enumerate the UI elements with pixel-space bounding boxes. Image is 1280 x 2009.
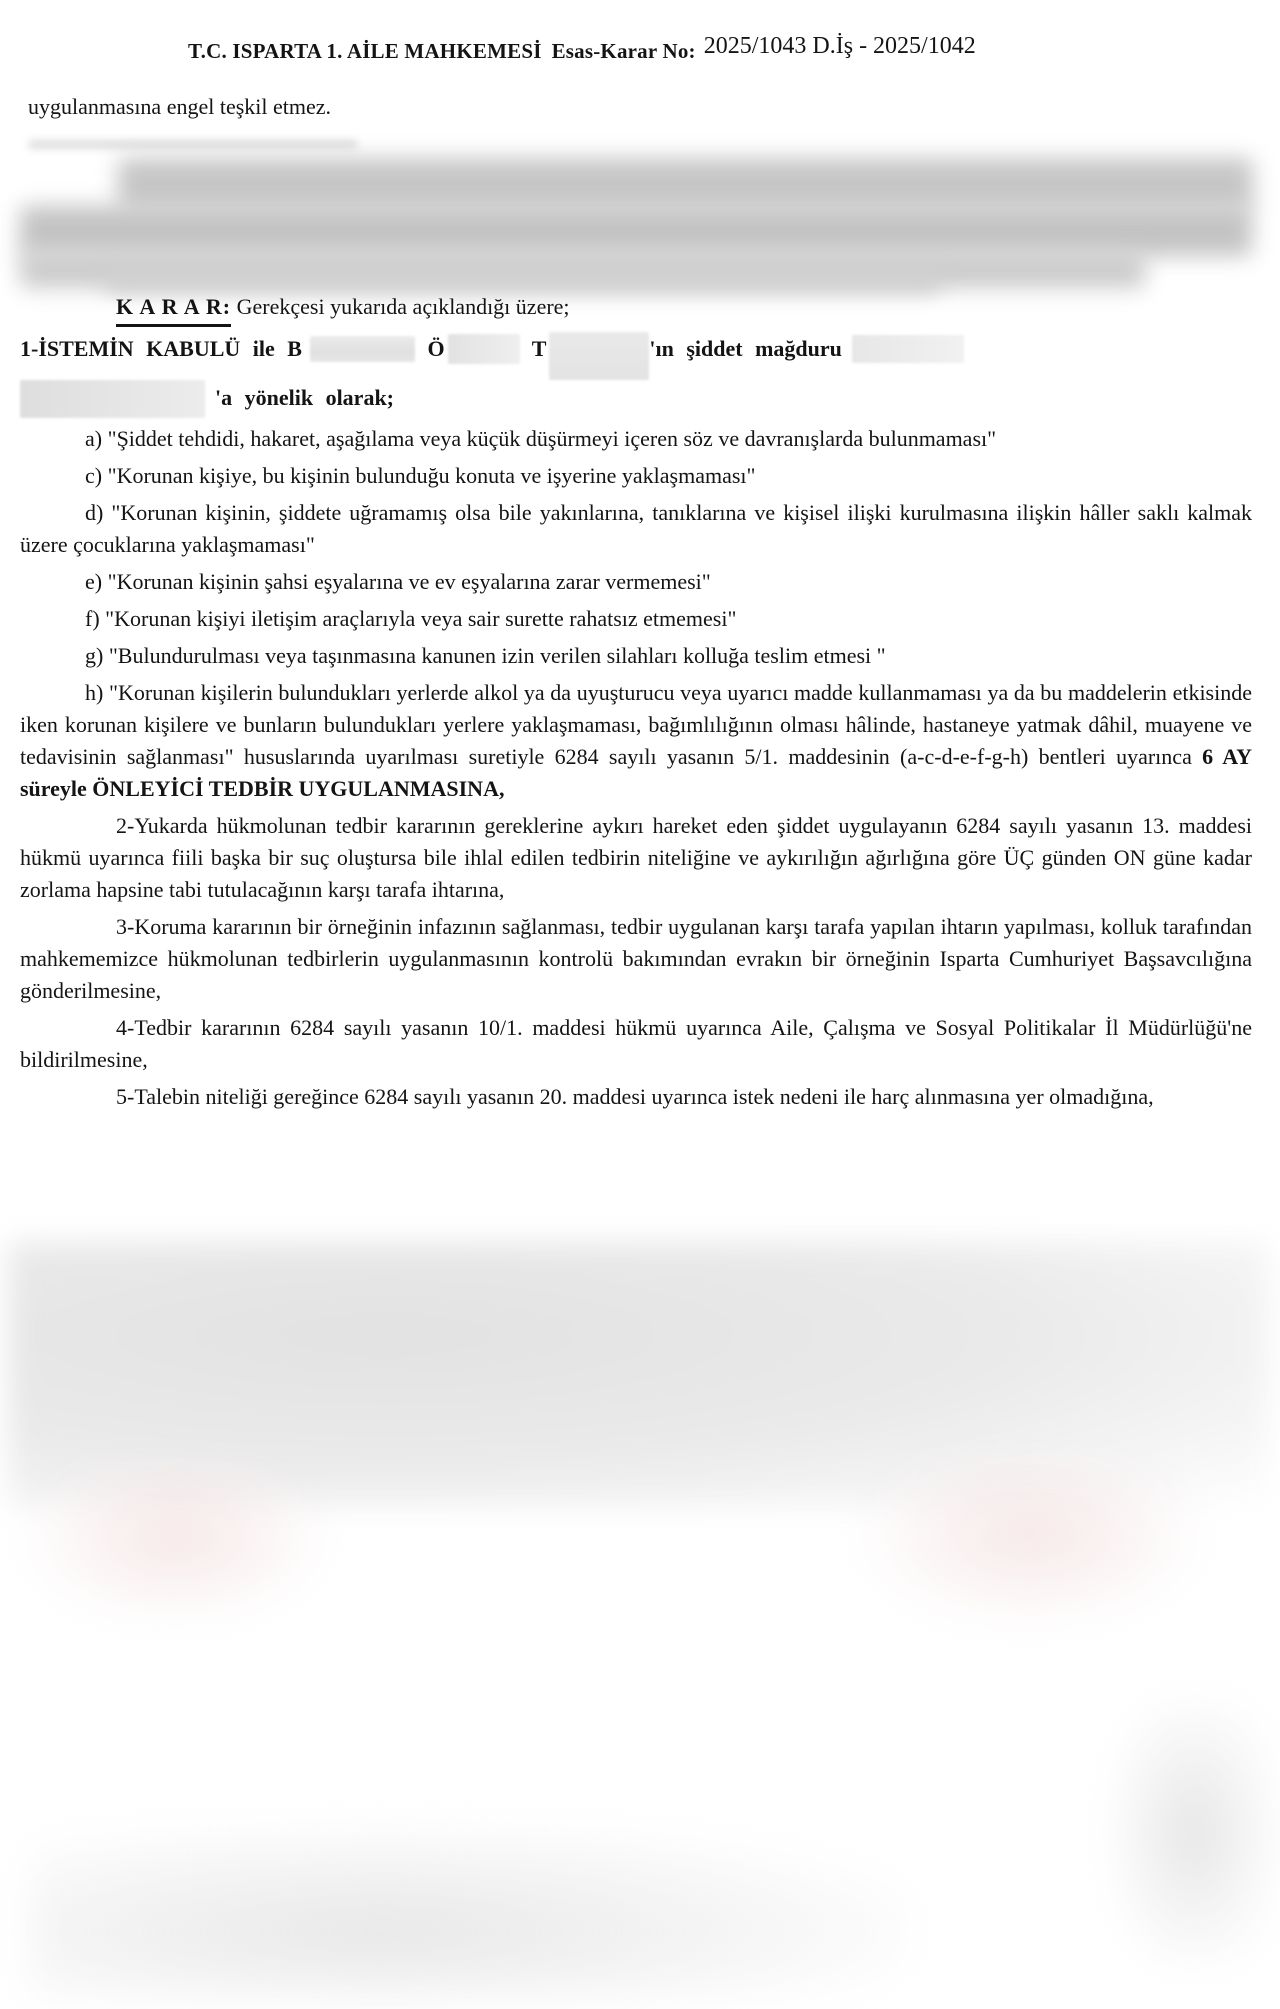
clause-c [20, 460, 1252, 492]
clause-h-ruling: 6 AY süreyle ÖNLEYİCİ TEDBİR UYGULANMASINA, [20, 744, 1252, 801]
decision-item-4 [20, 1012, 1252, 1076]
clause-h [20, 677, 1252, 805]
clause-letter: d) [85, 500, 104, 525]
decision-item-1 [20, 332, 1252, 418]
decision-body [20, 286, 1252, 1118]
redaction-box-victim [852, 335, 964, 363]
redaction-box-victim-2 [20, 380, 205, 418]
redacted-footer-block [30, 1828, 910, 1998]
clause-letter: a) [85, 426, 103, 451]
clause-text: "Korunan kişilerin bulundukları yerlerde alkol ya da uyuşturucu veya uyarıcı madde kullanmaması ya da bu maddelerin etkisinde iken korunan kişilere ve bunların bulundukları yerlere yaklaşmaması, bağımlılığının olması hâlinde, hastaneye yatmak dâhil, muayene ve tedavisinin sağlanması" hususlarında uyarılması suretiyle 6284 sayılı yasanın 5/1. maddesinin (a-c-d-e-f-g-h) bentleri uyarınca [20, 680, 1253, 769]
karar-label: K A R A R: [116, 291, 231, 327]
clause-e [20, 566, 1252, 598]
redacted-footer-column [1112, 1700, 1277, 1965]
redacted-paragraph [20, 251, 1145, 288]
item-text: 4-Tedbir kararının 6284 sayılı yasanın 10/1. maddesi hükmü uyarınca Aile, Çalışma ve Sosyal Politikalar İl Müdürlüğü'ne bildirilmesine, [20, 1015, 1252, 1072]
clause-f [20, 603, 1252, 635]
redaction-box-name3 [549, 332, 649, 380]
item-text: 3-Koruma kararının bir örneğinin infazının sağlanması, tedbir uygulanan karşı tarafa yapılan ihtarın yapılması, kolluk tarafından mahkememizce hükmolunan tedbirlerin uygulanmasının kontrolü bakımından evrakın bir örneğinin Isparta Cumhuriyet Başsavcılığına gönderilmesine, [20, 914, 1252, 1003]
item-text: 5-Talebin niteliği gereğince 6284 sayılı yasanın 20. maddesi uyarınca istek nedeni ile harç alınmasına yer olmadığına, [116, 1084, 1154, 1109]
redacted-signature-area [8, 1242, 1268, 1507]
item1-line2: 'a yönelik olarak; [215, 385, 395, 410]
redacted-paragraph [118, 158, 1253, 210]
redaction-box-name2 [448, 334, 520, 364]
redaction-box-name1 [310, 336, 415, 362]
clause-g [20, 640, 1252, 672]
decision-item-5 [20, 1081, 1252, 1113]
preamble-line: uygulanmasına engel teşkil etmez. [28, 94, 332, 119]
clause-d [20, 497, 1252, 561]
decision-item-2 [20, 810, 1252, 906]
clause-a [20, 423, 1252, 455]
clause-text: "Korunan kişiye, bu kişinin bulunduğu konuta ve işyerine yaklaşmaması" [107, 463, 756, 488]
decision-item-3 [20, 911, 1252, 1007]
redacted-stamp-right [855, 1455, 1205, 1630]
decision-heading [20, 291, 1252, 327]
clause-letter: g) [85, 643, 104, 668]
karar-intro: Gerekçesi yukarıda açıklandığı üzere; [236, 294, 570, 319]
clause-text: "Korunan kişinin şahsi eşyalarına ve ev eşyalarına zarar vermemesi" [107, 569, 711, 594]
clause-letter: e) [85, 569, 103, 594]
item1-lead: 1-İSTEMİN KABULÜ ile B [20, 336, 302, 361]
clause-letter: f) [85, 606, 100, 631]
clause-text: "Şiddet tehdidi, hakaret, aşağılama veya küçük düşürmeyi içeren söz ve davranışlarda bulunmaması" [107, 426, 997, 451]
item1-name2-initial: Ö [427, 336, 445, 361]
clause-text: "Korunan kişinin, şiddete uğramamış olsa bile yakınlarına, tanıklarına ve kişisel ilişki kurulmasına ilişkin hâller saklı kalmak üzere çocuklarına yaklaşmaması" [20, 500, 1253, 557]
redacted-text-line [28, 140, 358, 149]
clause-text: "Korunan kişiyi iletişim araçlarıyla veya sair surette rahatsız etmemesi" [105, 606, 737, 631]
redacted-stamp-left [20, 1462, 330, 1627]
document-header [188, 33, 976, 65]
item1-name3-initial: T [531, 336, 547, 361]
clause-letter: h) [85, 680, 104, 705]
case-number-label: Esas-Karar No: [551, 39, 696, 63]
item-text: 2-Yukarda hükmolunan tedbir kararının gereklerine aykırı hareket eden şiddet uygulayanın 6284 sayılı yasanın 13. maddesi hükmü uyarınca fiili başka bir suç oluştursa bile ihlal edilen tedbirin niteliğine ve aykırılığın ağırlığına göre ÜÇ günden ON güne kadar zorlama hapsine tabi tutulacağının karşı tarafa ihtarına, [20, 813, 1252, 902]
clause-text: "Bulundurulması veya taşınmasına kanunen izin verilen silahları kolluğa teslim etmesi " [108, 643, 886, 668]
clause-letter: c) [85, 463, 103, 488]
case-number-value: 2025/1043 D.İş - 2025/1042 [703, 33, 976, 59]
item1-suffix: 'ın şiddet mağduru [649, 336, 842, 361]
redacted-paragraph [20, 206, 1252, 256]
court-title: T.C. ISPARTA 1. AİLE MAHKEMESİ [188, 39, 542, 63]
